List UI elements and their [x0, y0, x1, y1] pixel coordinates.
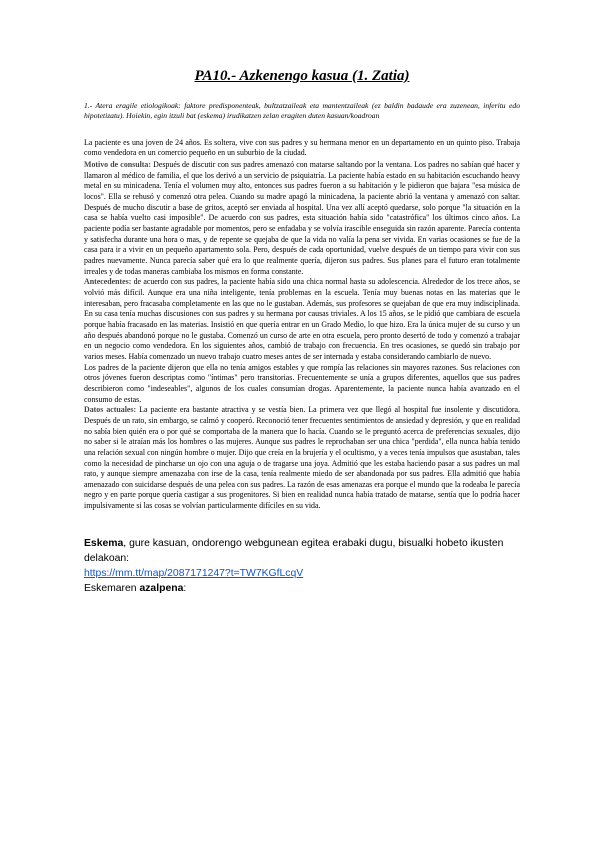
eskema-sentence-text: , gure kasuan, ondorengo webgunean egitea erabaki dugu, bisualki hobeto ikusten delakoan: — [84, 537, 504, 564]
eskema-word: Eskema — [84, 537, 124, 549]
mindmap-link[interactable]: https://mm.tt/map/2087171247?t=TW7KGfLcqV — [84, 568, 304, 580]
task-instructions: 1.- Atera eragile etiologikoak: faktore predisponenteak, bultzatzaileak eta mantentzaileak (ez baldin badaude era zuzenean, inferitu edo hipotetizatu). Hoiekin, egin itzuli bat (eskema) irudikatzen zelan eragiten duten kasuan/koadroan — [84, 101, 520, 121]
azalpena-heading — [84, 581, 520, 596]
antecedentes-label: Antecedentes: — [84, 277, 132, 287]
padres-paragraph: Los padres de la paciente dijeron que ella no tenía amigos estables y que rompía las relaciones sin mayores razones. Sus relaciones con otros jóvenes fueron descriptas como "íntimas" pero transitorias. Frecuentemente se unía a grupos diferentes, aquellos que sus padres describieron como "indeseables", algunos de los cuales consumían drogas. Aparentemente, la paciente nunca había avanzado en el consumo de estas. — [84, 362, 520, 404]
datos-text: La paciente era bastante atractiva y se vestía bien. La primera vez que llegó al hospital fue insolente y discutidora. Después de un rato, sin embargo, se calmó y cooperó. Reconoció tener frecuentes sentimientos de ansiedad y depresión, y que en realidad no sabía bien quién era o por qué se comportaba de la manera que lo hacía. Cuando se le preguntó acerca de preferencias sexuales, dijo no saber si le atraían más los hombres o las mujeres. Aunque sus padres le reprochaban ser una chica "perdida", ella nunca había tenido una relación sexual con ningún hombre o mujer. Dijo que creía en la brujería y el ocultismo, y a veces tenía impulsos que asustaban, tales como la necesidad de pincharse un ojo con una aguja o de tragarse una joya. Admitió que les estaba haciendo pasar a sus padres un mal rato, y aunque siempre amenazaba con irse de la casa, tenía realmente miedo de ser abandonada por sus padres. Ella admitió que había amenazado con suicidarse después de una pelea con sus padres. La razón de esas amenazas era porque el mundo que la rodeaba le parecía negro y en parte porque quería castigar a sus progenitores. Si bien en realidad nunca había tratado de matarse, sentía que lo podría hacer impulsivamente si las cosas se volvían particularmente difíciles en su vida. — [84, 405, 520, 511]
datos-label: Datos actuales: — [84, 405, 137, 415]
antecedentes-text: de acuerdo con sus padres, la paciente había sido una chica normal hasta su adolescencia. Alrededor de los trece años, se volvió más difícil. Aunque era una niña inteligente, tenía problemas en la escuela. Tenía muy buenas notas en las materias que le interesaban, pero fracasaba completamente en las que no le gustaban. Además, sus profesores se quejaban de que era muy indisciplinada. En su casa tenía muchas discusiones con sus padres y su hermana por causas triviales. A los 15 años, se le pidió que cambiara de escuela porque había fracasado en las materias. Insistió en que quería entrar en un Grado Medio, lo que hizo. Era la única mujer de su curso y un año después abandonó porque no le gustaba. Comenzó un curso de arte en otra escuela, pero pronto desertó de todo y comenzó a trabajar en un negocio como vendedora. En los siguientes años, cambió de trabajo con frecuencia. En tres ocasiones, se quedó sin trabajo por varios meses. Había comenzado un nuevo trabajo cuatro meses antes de ser internada y estaba considerando cambiarlo de nuevo. — [84, 277, 520, 361]
eskema-section — [84, 536, 520, 597]
case-text — [84, 138, 520, 512]
datos-paragraph — [84, 405, 520, 512]
motivo-text: Después de discutir con sus padres amenazó con matarse saltando por la ventana. Los padres no sabían qué hacer y llamaron al médico de familia, el que los derivó a un servicio de psiquiatría. La paciente había estado en su habitación escuchando heavy metal en su minicadena. Tenía el volumen muy alto, entonces sus padres fueron a su habitación y le pidieron que bajara "esa música de locos". Ella se rehusó y comenzó otra pelea. Cuando su madre apagó la minicadena, la paciente abrió la ventana y amenazó con saltar. Después de mucho discutir a base de gritos, aceptó ser enviada al hospital. Una vez allí aceptó quedarse, solo porque "la situación en la casa se había vuelto casi imposible". De acuerdo con sus padres, esta situación había sido "catastrófica" los últimos cinco años. La paciente podía ser bastante agradable por momentos, pero se enfadaba y se volvía irascible enseguida sin razón aparente. Parecía contenta y satisfecha durante una hora o mas, y de repente se quejaba de que la vida no valía la pena ser vivida. En varias ocasiones se fue de la casa para ir a vivir en un pequeño apartamento sola. Pero, después de cada oportunidad, vuelve después de un tiempo para vivir con sus padres nuevamente. Nunca parecía saber qué era lo que realmente quería, dijeron sus padres. Sus planes para el futuro eran totalmente irreales y de todas maneras cambiaba los mismos en forma constante. — [84, 160, 520, 276]
motivo-label: Motivo de consulta: — [84, 160, 151, 170]
azalpena-suffix: : — [183, 583, 187, 595]
azalpena-prefix: Eskemaren — [84, 583, 140, 595]
eskema-sentence — [84, 536, 520, 566]
azalpena-bold: azalpena — [139, 583, 184, 595]
motivo-paragraph — [84, 160, 520, 277]
document-title: PA10.- Azkenengo kasua (1. Zatia) — [194, 68, 410, 84]
case-opening: La paciente es una joven de 24 años. Es soltera, vive con sus padres y su hermana menor en un departamento en un quinto piso. Trabaja como vendedora en un comercio pequeño en un suburbio de la ciudad. — [84, 137, 520, 158]
antecedentes-paragraph — [84, 277, 520, 362]
